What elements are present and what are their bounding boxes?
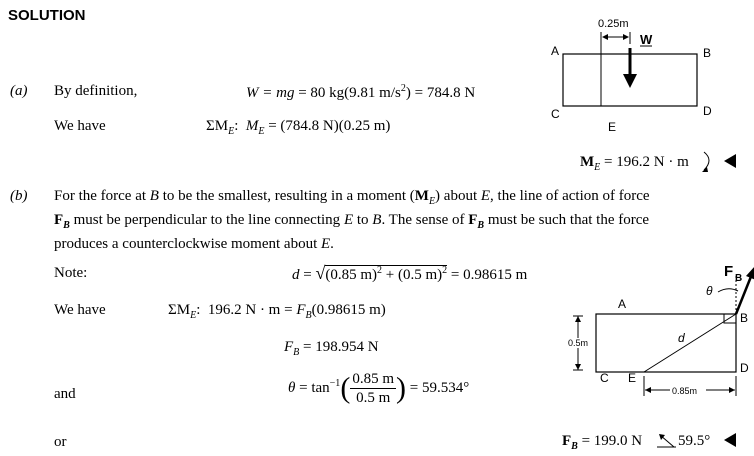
point-b-label: B	[703, 46, 712, 60]
note-label: Note:	[54, 265, 88, 281]
part-b-paragraph: For the force at B to be the smallest, resulting in a moment $(M_E)$ about E, the line of action of force $F_B$ must be perpendicular to the line connecting E to B. The sense of $F_B$ must be such that the force produces a counterclockwise moment about E.	[54, 188, 650, 252]
fb-equation: $F_B = 198.954$ N	[284, 339, 379, 358]
point-d-label: D	[703, 104, 712, 118]
moment-sum-equation: $\Sigma M_E$: $M_E = (784.8$ N)(0.25 m)	[206, 118, 391, 137]
point-e-b-label: E	[628, 371, 637, 385]
angle-direction-icon	[656, 432, 678, 450]
point-c-label: C	[551, 107, 560, 121]
point-d-b-label: D	[740, 361, 749, 375]
weight-equation: W = mg = 80 kg(9.81 $m/s^2) = 784.8$ N	[246, 83, 476, 101]
solution-heading: SOLUTION	[8, 7, 86, 24]
result-marker-icon	[720, 431, 740, 449]
or-label: or	[54, 434, 67, 450]
ccw-moment-arrow-icon	[698, 148, 748, 174]
height-label: 0.5m	[568, 338, 589, 348]
part-a-intro: By definition,	[54, 83, 138, 99]
distance-equation: d = √(0.85 m)$^2$ + (0.5 m)$^2$ = 0.98615 m	[292, 263, 528, 283]
force-fb-sub-label: B	[735, 273, 743, 284]
point-e-label: E	[608, 120, 617, 134]
and-label: and	[54, 386, 76, 402]
point-b-b-label: B	[740, 311, 749, 325]
part-b-label: (b)	[10, 188, 28, 204]
final-angle: 59.5°	[678, 433, 711, 449]
beam-diagram-b	[548, 258, 754, 418]
theta-label: θ	[706, 284, 713, 298]
point-a-label: A	[551, 44, 560, 58]
point-c-b-label: C	[600, 371, 609, 385]
moment-sum-b-equation: $\Sigma M_E$: 196.2 $N \cdot m = F_B(0.98615$ m)	[168, 302, 386, 321]
point-a-b-label: A	[618, 297, 627, 311]
final-force-result: $F_B = 199.0$ N	[562, 433, 643, 452]
force-fb-label: F	[724, 263, 734, 280]
beam-diagram-a	[540, 14, 754, 144]
dim-label: 0.25m	[598, 18, 629, 30]
d-label: d	[678, 331, 685, 345]
theta-equation: $\theta = \tan^{-1}$( $\frac{0.85 m}{0.5 m}$ ) = 59.534°	[288, 371, 470, 406]
part-b-we-have: We have	[54, 302, 106, 318]
part-a-label: (a)	[10, 83, 28, 99]
force-w-label: W	[640, 32, 653, 47]
moment-result: $M_E = 196.2$ N · m	[580, 154, 689, 173]
part-a-we-have: We have	[54, 118, 106, 134]
width-label: 0.85m	[672, 386, 698, 396]
